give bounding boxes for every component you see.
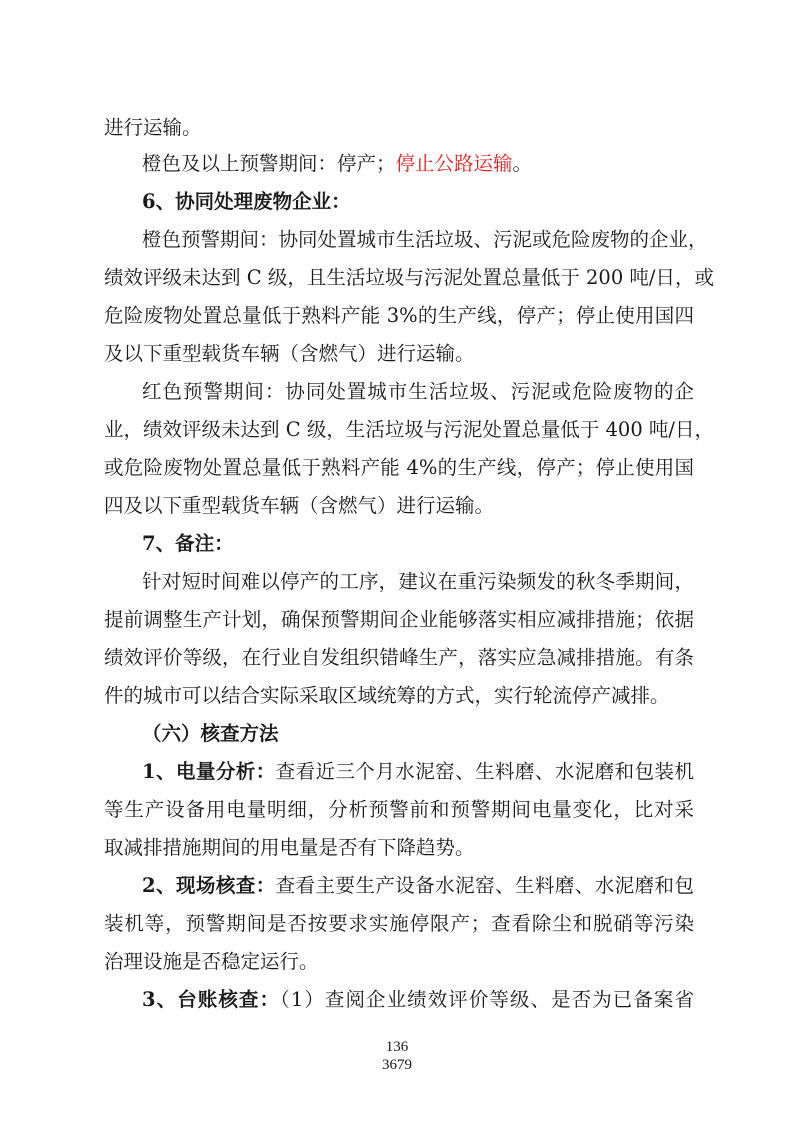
section-heading: 7、备注： (142, 532, 234, 555)
section-heading: （六）核查方法 (142, 722, 279, 745)
text-line: 装机等，预警期间是否按要求实施停限产；查看除尘和脱硝等污染 (104, 912, 694, 935)
text: （1）查阅企业绩效评价等级、是否为已备案省 (280, 988, 694, 1011)
text-line (142, 146, 694, 182)
text-line: 绩效评级未达到 C 级，且生活垃圾与污泥处置总量低于 200 吨/日，或 (104, 266, 715, 289)
text-line: 绩效评价等级，在行业自发组织错峰生产，落实应急减排措施。有条 (104, 646, 694, 669)
text: 橙色及以上预警期间：停产； (142, 152, 396, 175)
text-line: 红色预警期间：协同处置城市生活垃圾、污泥或危险废物的企 (142, 380, 694, 403)
text-line: 业，绩效评级未达到 C 级，生活垃圾与污泥处置总量低于 400 吨/日， (104, 418, 715, 441)
text-line: 及以下重型载货车辆（含燃气）进行运输。 (104, 342, 475, 365)
text-line: 橙色预警期间：协同处置城市生活垃圾、污泥或危险废物的企业， (142, 228, 708, 251)
bold-lead: 3、台账核查： (142, 988, 281, 1011)
text: 。 (512, 152, 533, 175)
text-line (104, 110, 694, 146)
text-line: 件的城市可以结合实际采取区域统筹的方式，实行轮流停产减排。 (104, 684, 670, 707)
document-number: 3679 (382, 1057, 412, 1073)
text-line: 危险废物处置总量低于熟料产能 3%的生产线，停产；停止使用国四 (104, 304, 694, 327)
text-line (142, 982, 694, 1018)
bold-lead: 2、现场核查： (142, 874, 276, 897)
section-heading: 6、协同处理废物企业： (142, 190, 351, 213)
text-line: 四及以下重型载货车辆（含燃气）进行运输。 (104, 494, 495, 517)
page-number: 136 (385, 1039, 409, 1055)
text: 查看主要生产设备水泥窑、生料磨、水泥磨和包 (275, 874, 694, 897)
text-line (142, 754, 694, 790)
text-line: 治理设施是否稳定运行。 (104, 950, 319, 973)
text-line: 提前调整生产计划，确保预警期间企业能够落实相应减排措施；依据 (104, 608, 694, 631)
highlighted-text: 停止公路运输 (395, 152, 513, 175)
text-line: 等生产设备用电量明细，分析预警前和预警期间电量变化，比对采 (104, 798, 694, 821)
bold-lead: 1、电量分析： (142, 760, 276, 783)
text-line: 针对短时间难以停产的工序，建议在重污染频发的秋冬季期间， (142, 570, 694, 593)
text: 查看近三个月水泥窑、生料磨、水泥磨和包装机 (275, 760, 694, 783)
text: 进行运输。 (104, 116, 202, 139)
text-line (142, 868, 694, 904)
text-line: 取减排措施期间的用电量是否有下降趋势。 (104, 836, 475, 859)
text-line: 或危险废物处置总量低于熟料产能 4%的生产线，停产；停止使用国 (104, 456, 694, 479)
